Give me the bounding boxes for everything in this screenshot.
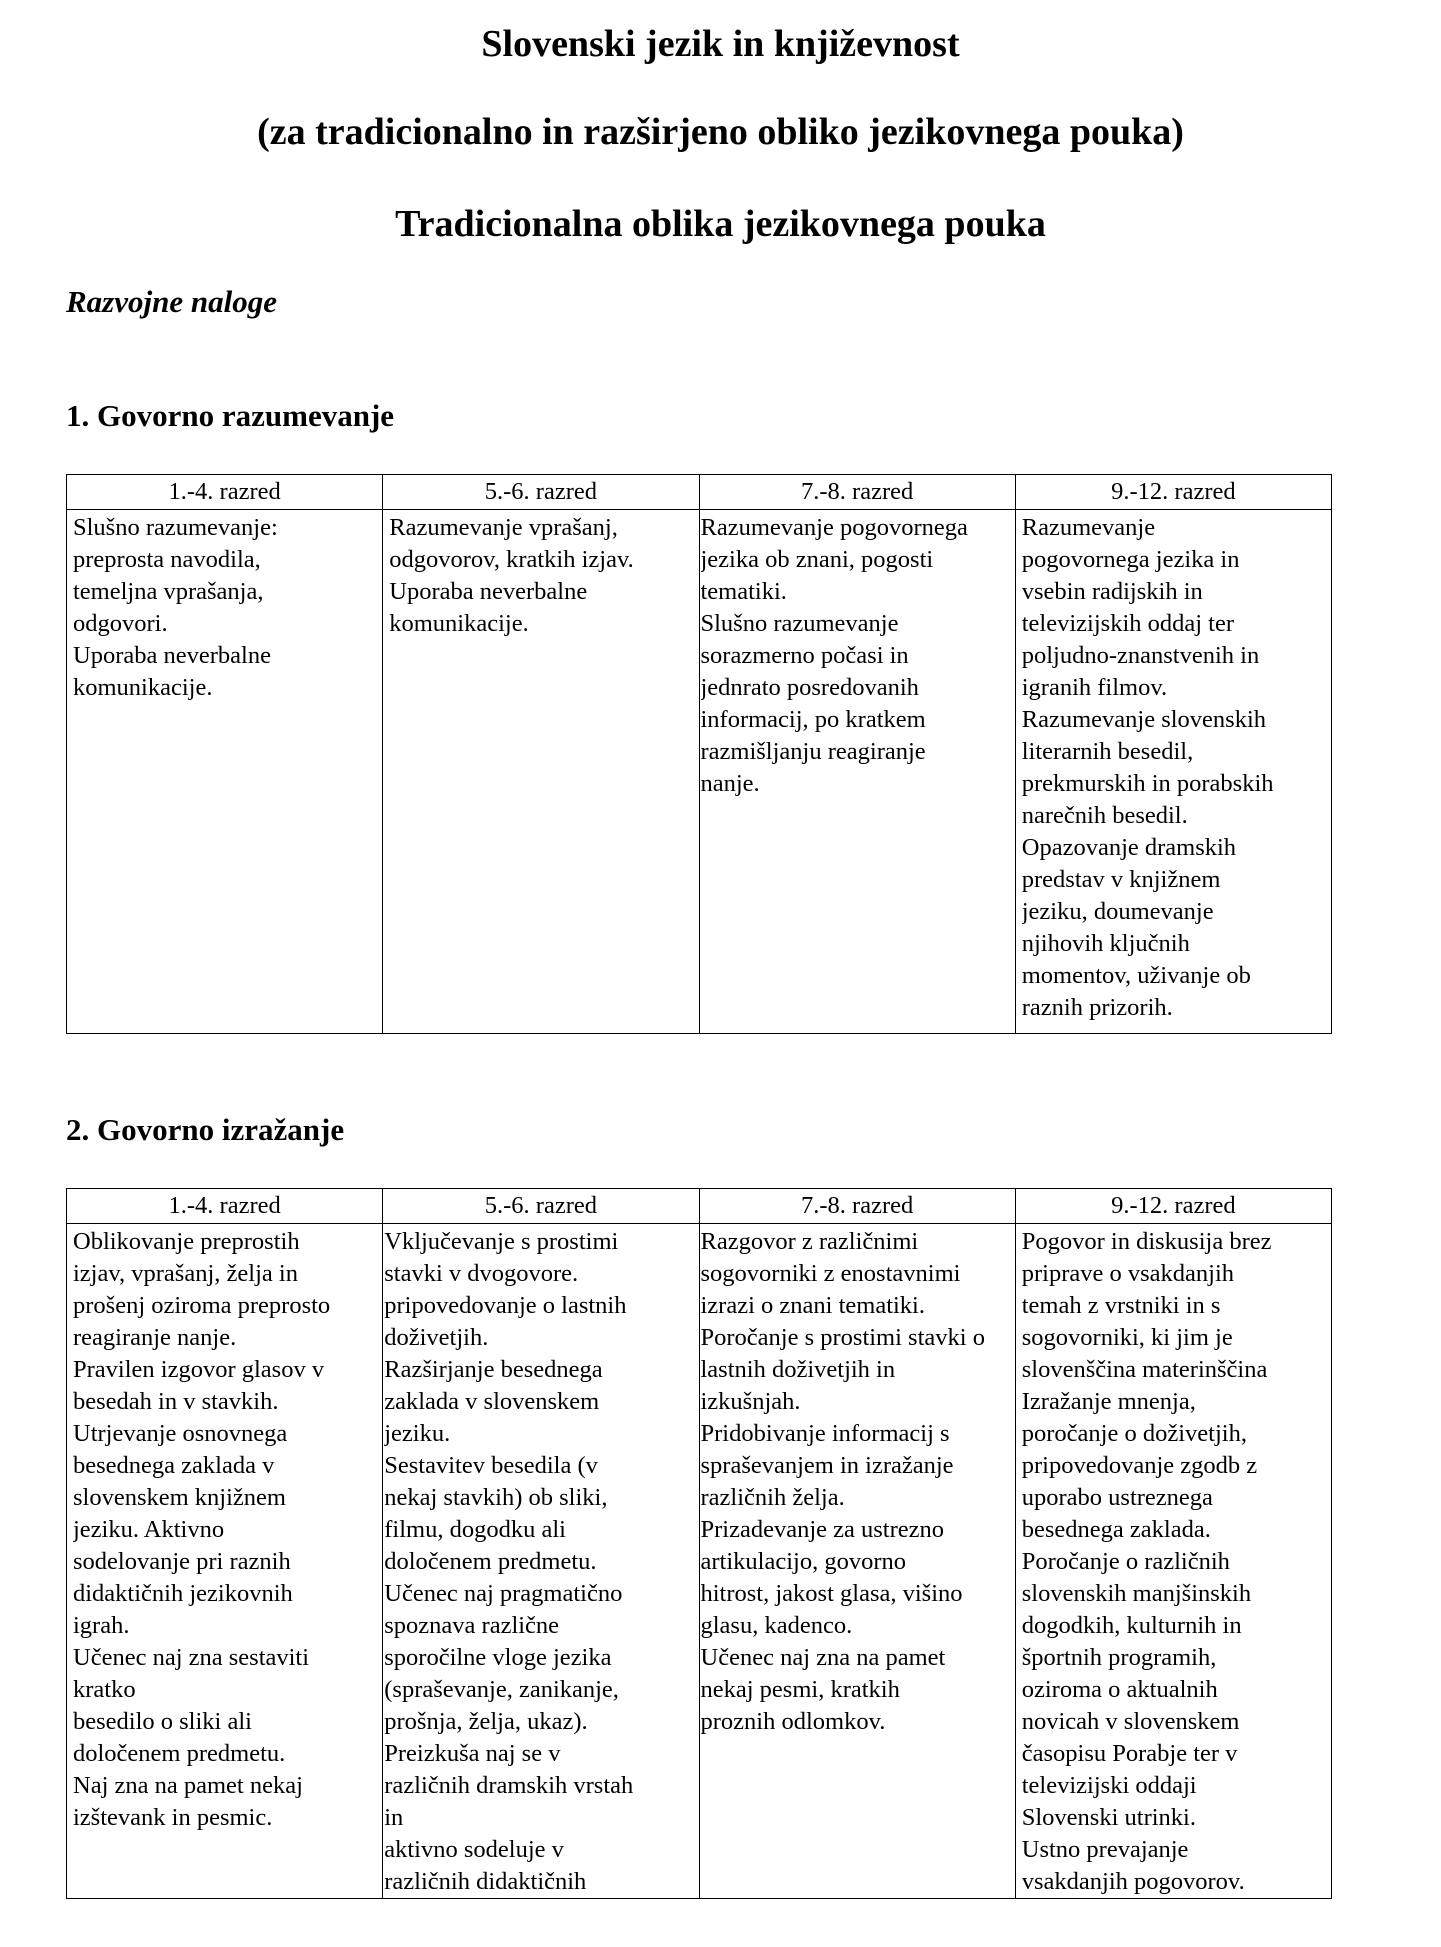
cell-line: literarnih besedil, <box>1021 738 1194 765</box>
column-header: 9.-12. razred <box>1015 475 1331 510</box>
cell-line: Učenec naj zna sestaviti <box>73 1644 310 1671</box>
cell-line: njihovih ključnih <box>1021 930 1190 957</box>
cell-line: televizijski oddaji <box>1021 1772 1197 1799</box>
cell-line: Sestavitev besedila (v <box>384 1452 598 1479</box>
cell-line: Naj zna na pamet nekaj <box>73 1772 303 1799</box>
table-row <box>67 510 1332 1034</box>
cell-line: kratko <box>73 1676 136 1703</box>
cell-line: jeziku, doumevanje <box>1021 898 1214 925</box>
cell-line: Uporaba neverbalne <box>73 642 271 669</box>
cell-line: izjav, vprašanj, želja in <box>73 1260 298 1287</box>
cell-line: stavki v dvogovore. <box>384 1260 579 1287</box>
cell-line: Poročanje o različnih <box>1021 1548 1230 1575</box>
table-cell <box>699 510 1015 1034</box>
cell-line: Poročanje s prostimi stavki o <box>700 1324 985 1351</box>
table-header-row <box>67 475 1332 510</box>
cell-line: informacij, po kratkem <box>700 706 926 733</box>
cell-line: nekaj stavkih) ob sliki, <box>384 1484 608 1511</box>
cell-line: proznih odlomkov. <box>700 1708 886 1735</box>
table-cell <box>67 510 383 1034</box>
table-cell <box>1015 1224 1331 1899</box>
cell-line: jezika ob znani, pogosti <box>700 546 934 573</box>
cell-line: lastnih doživetjih in <box>700 1356 896 1383</box>
cell-line: Razgovor z različnimi <box>700 1228 919 1255</box>
cell-line: (spraševanje, zanikanje, <box>384 1676 619 1703</box>
cell-line: prekmurskih in porabskih <box>1021 770 1274 797</box>
cell-line: slovenščina materinščina <box>1021 1356 1268 1383</box>
expression-table <box>66 1188 1332 1899</box>
cell-line: glasu, kadenco. <box>700 1612 853 1639</box>
cell-line: časopisu Porabje ter v <box>1021 1740 1238 1767</box>
cell-line: različnih želja. <box>700 1484 845 1511</box>
cell-line: aktivno sodeluje v <box>384 1836 564 1863</box>
column-header: 1.-4. razred <box>67 1189 383 1224</box>
cell-line: izrazi o znani tematiki. <box>700 1292 925 1319</box>
cell-line: besednega zaklada v <box>73 1452 275 1479</box>
cell-line: pripovedovanje o lastnih <box>384 1292 627 1319</box>
table-cell <box>1015 510 1331 1034</box>
cell-line: igranih filmov. <box>1021 674 1168 701</box>
cell-line: zaklada v slovenskem <box>384 1388 600 1415</box>
cell-line: in <box>384 1804 404 1831</box>
cell-line: Razumevanje pogovornega <box>700 514 968 541</box>
cell-line: Učenec naj pragmatično <box>384 1580 623 1607</box>
cell-line: Učenec naj zna na pamet <box>700 1644 946 1671</box>
cell-line: določenem predmetu. <box>384 1548 597 1575</box>
cell-line: preprosta navodila, <box>73 546 261 573</box>
cell-line: momentov, uživanje ob <box>1021 962 1251 989</box>
cell-line: sorazmerno počasi in <box>700 642 909 669</box>
table-cell <box>383 1224 699 1899</box>
cell-line: Slovenski utrinki. <box>1021 1804 1196 1831</box>
cell-line: besednega zaklada. <box>1021 1516 1211 1543</box>
cell-line: didaktičnih jezikovnih <box>73 1580 293 1607</box>
cell-line: odgovori. <box>73 610 168 637</box>
cell-line: vsakdanjih pogovorov. <box>1021 1868 1245 1895</box>
cell-line: uporabo ustreznega <box>1021 1484 1213 1511</box>
cell-line: vsebin radijskih in <box>1021 578 1203 605</box>
cell-line: Pogovor in diskusija brez <box>1021 1228 1272 1255</box>
cell-line: pogovornega jezika in <box>1021 546 1240 573</box>
cell-line: sogovorniki z enostavnimi <box>700 1260 961 1287</box>
cell-line: televizijskih oddaj ter <box>1021 610 1235 637</box>
cell-line: jeziku. <box>384 1420 451 1447</box>
cell-line: Opazovanje dramskih <box>1021 834 1237 861</box>
cell-line: nekaj pesmi, kratkih <box>700 1676 900 1703</box>
table-cell <box>383 510 699 1034</box>
cell-line: Vključevanje s prostimi <box>384 1228 619 1255</box>
cell-line: artikulacijo, govorno <box>700 1548 906 1575</box>
column-header: 7.-8. razred <box>699 475 1015 510</box>
cell-line: različnih dramskih vrstah <box>384 1772 634 1799</box>
table-row <box>67 1224 1332 1899</box>
cell-line: igrah. <box>73 1612 130 1639</box>
cell-line: poročanje o doživetjih, <box>1021 1420 1247 1447</box>
cell-line: nanje. <box>700 770 760 797</box>
cell-line: Razumevanje slovenskih <box>1021 706 1267 733</box>
document-title: Slovenski jezik in književnost <box>481 23 960 65</box>
cell-line: odgovorov, kratkih izjav. <box>389 546 634 573</box>
column-header: 1.-4. razred <box>67 475 383 510</box>
column-header: 5.-6. razred <box>383 1189 699 1224</box>
cell-line: Ustno prevajanje <box>1021 1836 1189 1863</box>
column-header: 7.-8. razred <box>699 1189 1015 1224</box>
cell-line: Pridobivanje informacij s <box>700 1420 950 1447</box>
cell-line: jednrato posredovanih <box>700 674 919 701</box>
cell-line: različnih didaktičnih <box>384 1868 587 1895</box>
form-title: Tradicionalna oblika jezikovnega pouka <box>395 203 1046 245</box>
cell-line: raznih prizorih. <box>1021 994 1173 1021</box>
cell-line: Razširjanje besednega <box>384 1356 603 1383</box>
cell-line: Prizadevanje za ustrezno <box>700 1516 945 1543</box>
cell-line: narečnih besedil. <box>1021 802 1188 829</box>
cell-line: temeljna vprašanja, <box>73 578 264 605</box>
cell-line: dogodkih, kulturnih in <box>1021 1612 1242 1639</box>
cell-line: Slušno razumevanje <box>700 610 899 637</box>
cell-line: sogovorniki, ki jim je <box>1021 1324 1233 1351</box>
cell-line: Razumevanje vprašanj, <box>389 514 618 541</box>
cell-line: Slušno razumevanje: <box>73 514 278 541</box>
cell-line: poljudno-znanstvenih in <box>1021 642 1260 669</box>
cell-line: spraševanjem in izražanje <box>700 1452 954 1479</box>
cell-line: slovenskih manjšinskih <box>1021 1580 1252 1607</box>
cell-line: priprave o vsakdanjih <box>1021 1260 1235 1287</box>
cell-line: sodelovanje pri raznih <box>73 1548 291 1575</box>
cell-line: sporočilne vloge jezika <box>384 1644 612 1671</box>
cell-line: filmu, dogodku ali <box>384 1516 566 1543</box>
cell-line: spoznava različne <box>384 1612 560 1639</box>
cell-line: Oblikovanje preprostih <box>73 1228 300 1255</box>
table-cell <box>67 1224 383 1899</box>
cell-line: novicah v slovenskem <box>1021 1708 1240 1735</box>
cell-line: Razumevanje <box>1021 514 1156 541</box>
cell-line: hitrost, jakost glasa, višino <box>700 1580 963 1607</box>
cell-line: pripovedovanje zgodb z <box>1021 1452 1258 1479</box>
cell-line: komunikacije. <box>389 610 529 637</box>
cell-line: tematiki. <box>700 578 787 605</box>
section-title-2: 2. Govorno izražanje <box>66 1112 345 1147</box>
cell-line: prošenj oziroma preprosto <box>73 1292 331 1319</box>
cell-line: športnih programih, <box>1021 1644 1217 1671</box>
column-header: 9.-12. razred <box>1015 1189 1331 1224</box>
cell-line: določenem predmetu. <box>73 1740 286 1767</box>
cell-line: komunikacije. <box>73 674 213 701</box>
cell-line: izkušnjah. <box>700 1388 801 1415</box>
tasks-label: Razvojne naloge <box>66 284 277 319</box>
cell-line: besedilo o sliki ali <box>73 1708 252 1735</box>
cell-line: reagiranje nanje. <box>73 1324 237 1351</box>
cell-line: izštevank in pesmic. <box>73 1804 273 1831</box>
cell-line: Uporaba neverbalne <box>389 578 588 605</box>
document-subtitle: (za tradicionalno in razširjeno obliko jezikovnega pouka) <box>257 111 1184 153</box>
comprehension-table <box>66 474 1332 1034</box>
cell-line: temah z vrstniki in s <box>1021 1292 1221 1319</box>
cell-line: doživetjih. <box>384 1324 489 1351</box>
cell-line: oziroma o aktualnih <box>1021 1676 1218 1703</box>
cell-line: slovenskem knjižnem <box>73 1484 286 1511</box>
cell-line: razmišljanju reagiranje <box>700 738 926 765</box>
column-header: 5.-6. razred <box>383 475 699 510</box>
cell-line: besedah in v stavkih. <box>73 1388 279 1415</box>
cell-line: Utrjevanje osnovnega <box>73 1420 288 1447</box>
cell-line: Pravilen izgovor glasov v <box>73 1356 325 1383</box>
cell-line: jeziku. Aktivno <box>73 1516 225 1543</box>
section-title-1: 1. Govorno razumevanje <box>66 398 395 433</box>
cell-line: Izražanje mnenja, <box>1021 1388 1196 1415</box>
table-header-row <box>67 1189 1332 1224</box>
cell-line: Preizkuša naj se v <box>384 1740 561 1767</box>
cell-line: predstav v knjižnem <box>1021 866 1221 893</box>
cell-line: prošnja, želja, ukaz). <box>384 1708 588 1735</box>
table-cell <box>699 1224 1015 1899</box>
